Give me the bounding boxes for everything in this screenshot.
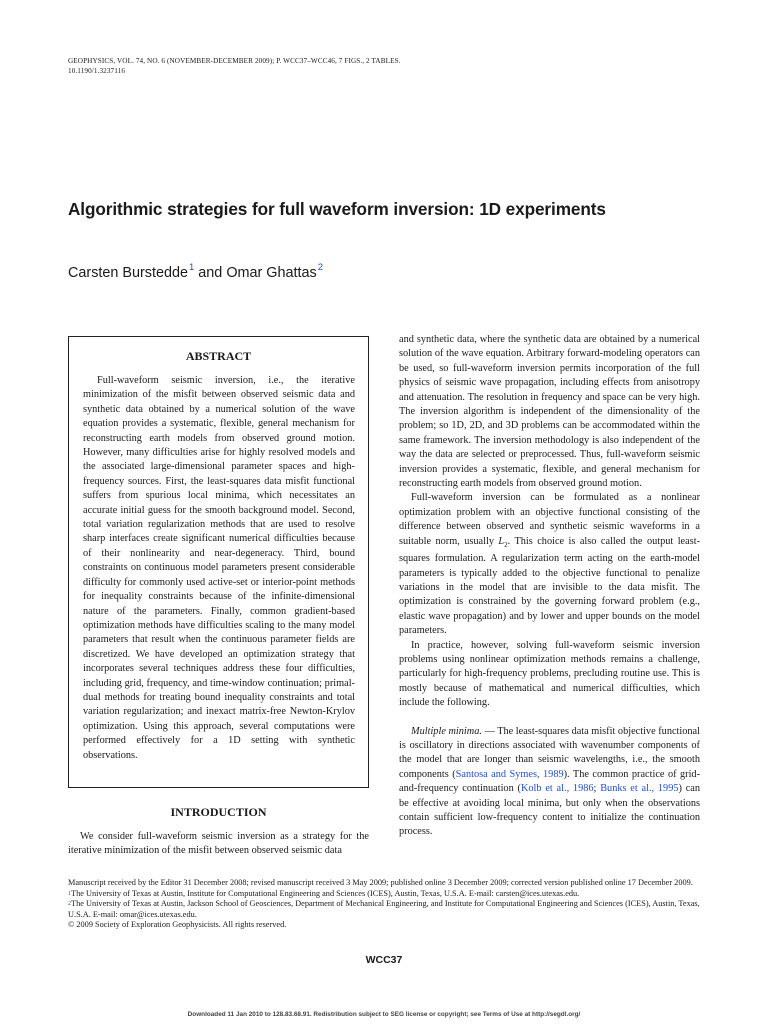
journal-masthead	[68, 57, 401, 76]
download-notice: Downloaded 11 Jan 2010 to 128.83.68.91. Redistribution subject to SEG license or copyright; see Terms of Use at http://segdl.org/	[187, 1011, 581, 1018]
abstract-box	[68, 336, 369, 788]
citation-link[interactable]: Kolb et al., 1986	[520, 783, 594, 795]
body-paragraph: In practice, however, solving full-waveform seismic inversion problems using nonlinear optimization methods remains a challenge, particularly for high-frequency problems, precluding routine use. This is mostly because of mathematical and numerical difficulties, which include the following.	[399, 639, 700, 709]
footnote-text: The University of Texas at Austin, Institute for Computational Engineering and Sciences (ICES), Austin, Texas, U.S.A. E-mail: carsten@ices.utexas.edu.	[71, 888, 580, 898]
footnote-affiliation	[68, 899, 700, 920]
abstract-heading: ABSTRACT	[185, 349, 252, 363]
paragraph-text: ) can be effective at avoiding local minima, but only when the observations contain sufficient low-frequency content to initialize the continuation process.	[399, 783, 701, 838]
abstract-body: Full-waveform seismic inversion, i.e., the iterative minimization of the misfit between observed seismic data and synthetic data obtained by a numerical solution of the wave equation provides a systematic, flexible, general mechanism for reconstructing earth models from observed ground motion. However, many difficulties arise for highly resolved models and the associated large-dimensional parameter spaces and high-frequency sources. First, the least-squares data misfit functional suffers from spurious local minima, which necessitates an accurate initial guess for the smooth background model. Second, total variation regularization methods that are used to resolve sharp interfaces create significant numerical difficulties because of their nonlinearity and near-degeneracy. Third, bound constraints on continuous model parameters present considerable difficulty for commonly used active-set or interior-point methods for inequality constraints because of the infinite-dimensional nature of the parameters. Finally, common gradient-based optimization methods have difficulties scaling to the many model parameters that result when the continuous parameter fields are discretized. We have developed an optimization strategy that incorporates several techniques address these four difficulties, including grid, frequency, and time-window continuation; primal-dual methods for treating bound inequality constraints and total variation regularization; and inexact matrix-free Newton-Krylov optimization. Using this approach, several computations were performed effectively for a 1D setting with synthetic observations.	[83, 375, 355, 761]
author-name: Omar Ghattas	[226, 265, 317, 281]
subsection-label: Multiple minima.	[411, 725, 482, 737]
manuscript-history: Manuscript received by the Editor 31 December 2008; revised manuscript received 3 May 2009; published online 3 December 2009; corrected version published online 17 December 2009.	[68, 878, 693, 887]
right-column	[399, 333, 700, 840]
body-paragraph	[399, 491, 700, 638]
article-title: Algorithmic strategies for full waveform inversion: 1D experiments	[68, 199, 606, 219]
paragraph-text: ). The common practice of grid-and-frequency continuation (	[399, 768, 701, 795]
paragraph-text: . This choice is also called the output least-squares formulation. A regularization term acting on the earth-model parameters is typically added to the objective functional to penalize variations in the model that are invisible to the data misfit. The optimization is constrained by the governing forward problem (e.g., elastic wave propagation) and by lower and upper bounds on the model parameters.	[399, 535, 700, 637]
footnote-number: 2	[68, 901, 71, 907]
footnotes	[68, 878, 700, 931]
footnote-number: 1	[68, 890, 71, 897]
paragraph-text: ;	[593, 783, 601, 795]
citation-link[interactable]: Bunks et al., 1995	[600, 783, 679, 795]
footnote-text: The University of Texas at Austin, Jackson School of Geosciences, Department of Mechanical Engineering, and Institute for Computational Engineering and Sciences (ICES), Austin, Texas, U.S.A. E-mail: omar@ices.utexas.edu.	[68, 899, 700, 919]
author-joiner: and	[194, 265, 227, 281]
body-paragraph: and synthetic data, where the synthetic data are obtained by a numerical solution of the wave equation. Arbitrary forward-modeling operators can be used, so full-waveform inversion permits incorporation of the full physics of seismic wave propagation, including effects from anisotropy and attenuation. The resolution in frequency and space can be very high. The inversion algorithm is independent of the dimensionality of the problem; so 1D, 2D, and 3D problems can be accommodated within the same framework. The inversion methodology is also independent of the way the data are selected or preprocessed. Thus, full-waveform seismic inversion provides a systematic, flexible, and general mechanism for reconstructing earth models from observed ground motion.	[399, 334, 700, 490]
introduction-body: We consider full-waveform seismic inversion as a strategy for the iterative minimization of the misfit between observed seismic data	[68, 831, 369, 857]
author-affiliation-link[interactable]: 2	[317, 262, 323, 273]
masthead-citation: GEOPHYSICS, VOL. 74, NO. 6 (NOVEMBER-DECEMBER 2009); P. WCC37–WCC46, 7 FIGS., 2 TABLES.	[68, 57, 401, 65]
body-paragraph	[399, 725, 700, 840]
masthead-doi: 10.1190/1.3237116	[68, 66, 126, 75]
author-affiliation-link[interactable]: 1	[189, 262, 195, 273]
author-name: Carsten Burstedde	[68, 265, 188, 281]
copyright-notice: © 2009 Society of Exploration Geophysicists. All rights reserved.	[68, 920, 287, 929]
page-number: WCC37	[365, 954, 403, 966]
norm-subscript: 2	[504, 540, 508, 549]
author-line	[68, 262, 323, 281]
citation-link[interactable]: Santosa and Symes, 1989	[455, 768, 564, 780]
footnote-affiliation	[68, 889, 700, 900]
paragraph-text: Full-waveform inversion can be formulated as a nonlinear optimization problem with an objective functional consisting of the difference between observed and synthetic seismic waveforms in a suitable norm, usually	[399, 492, 700, 547]
paragraph-text: — The least-squares data misfit objective functional is oscillatory in directions associated with wavenumber components of the model that are longer than seismic wavelengths, i.e., the smooth components (	[399, 725, 700, 780]
introduction-heading: INTRODUCTION	[170, 805, 267, 819]
norm-symbol: L	[498, 535, 505, 547]
